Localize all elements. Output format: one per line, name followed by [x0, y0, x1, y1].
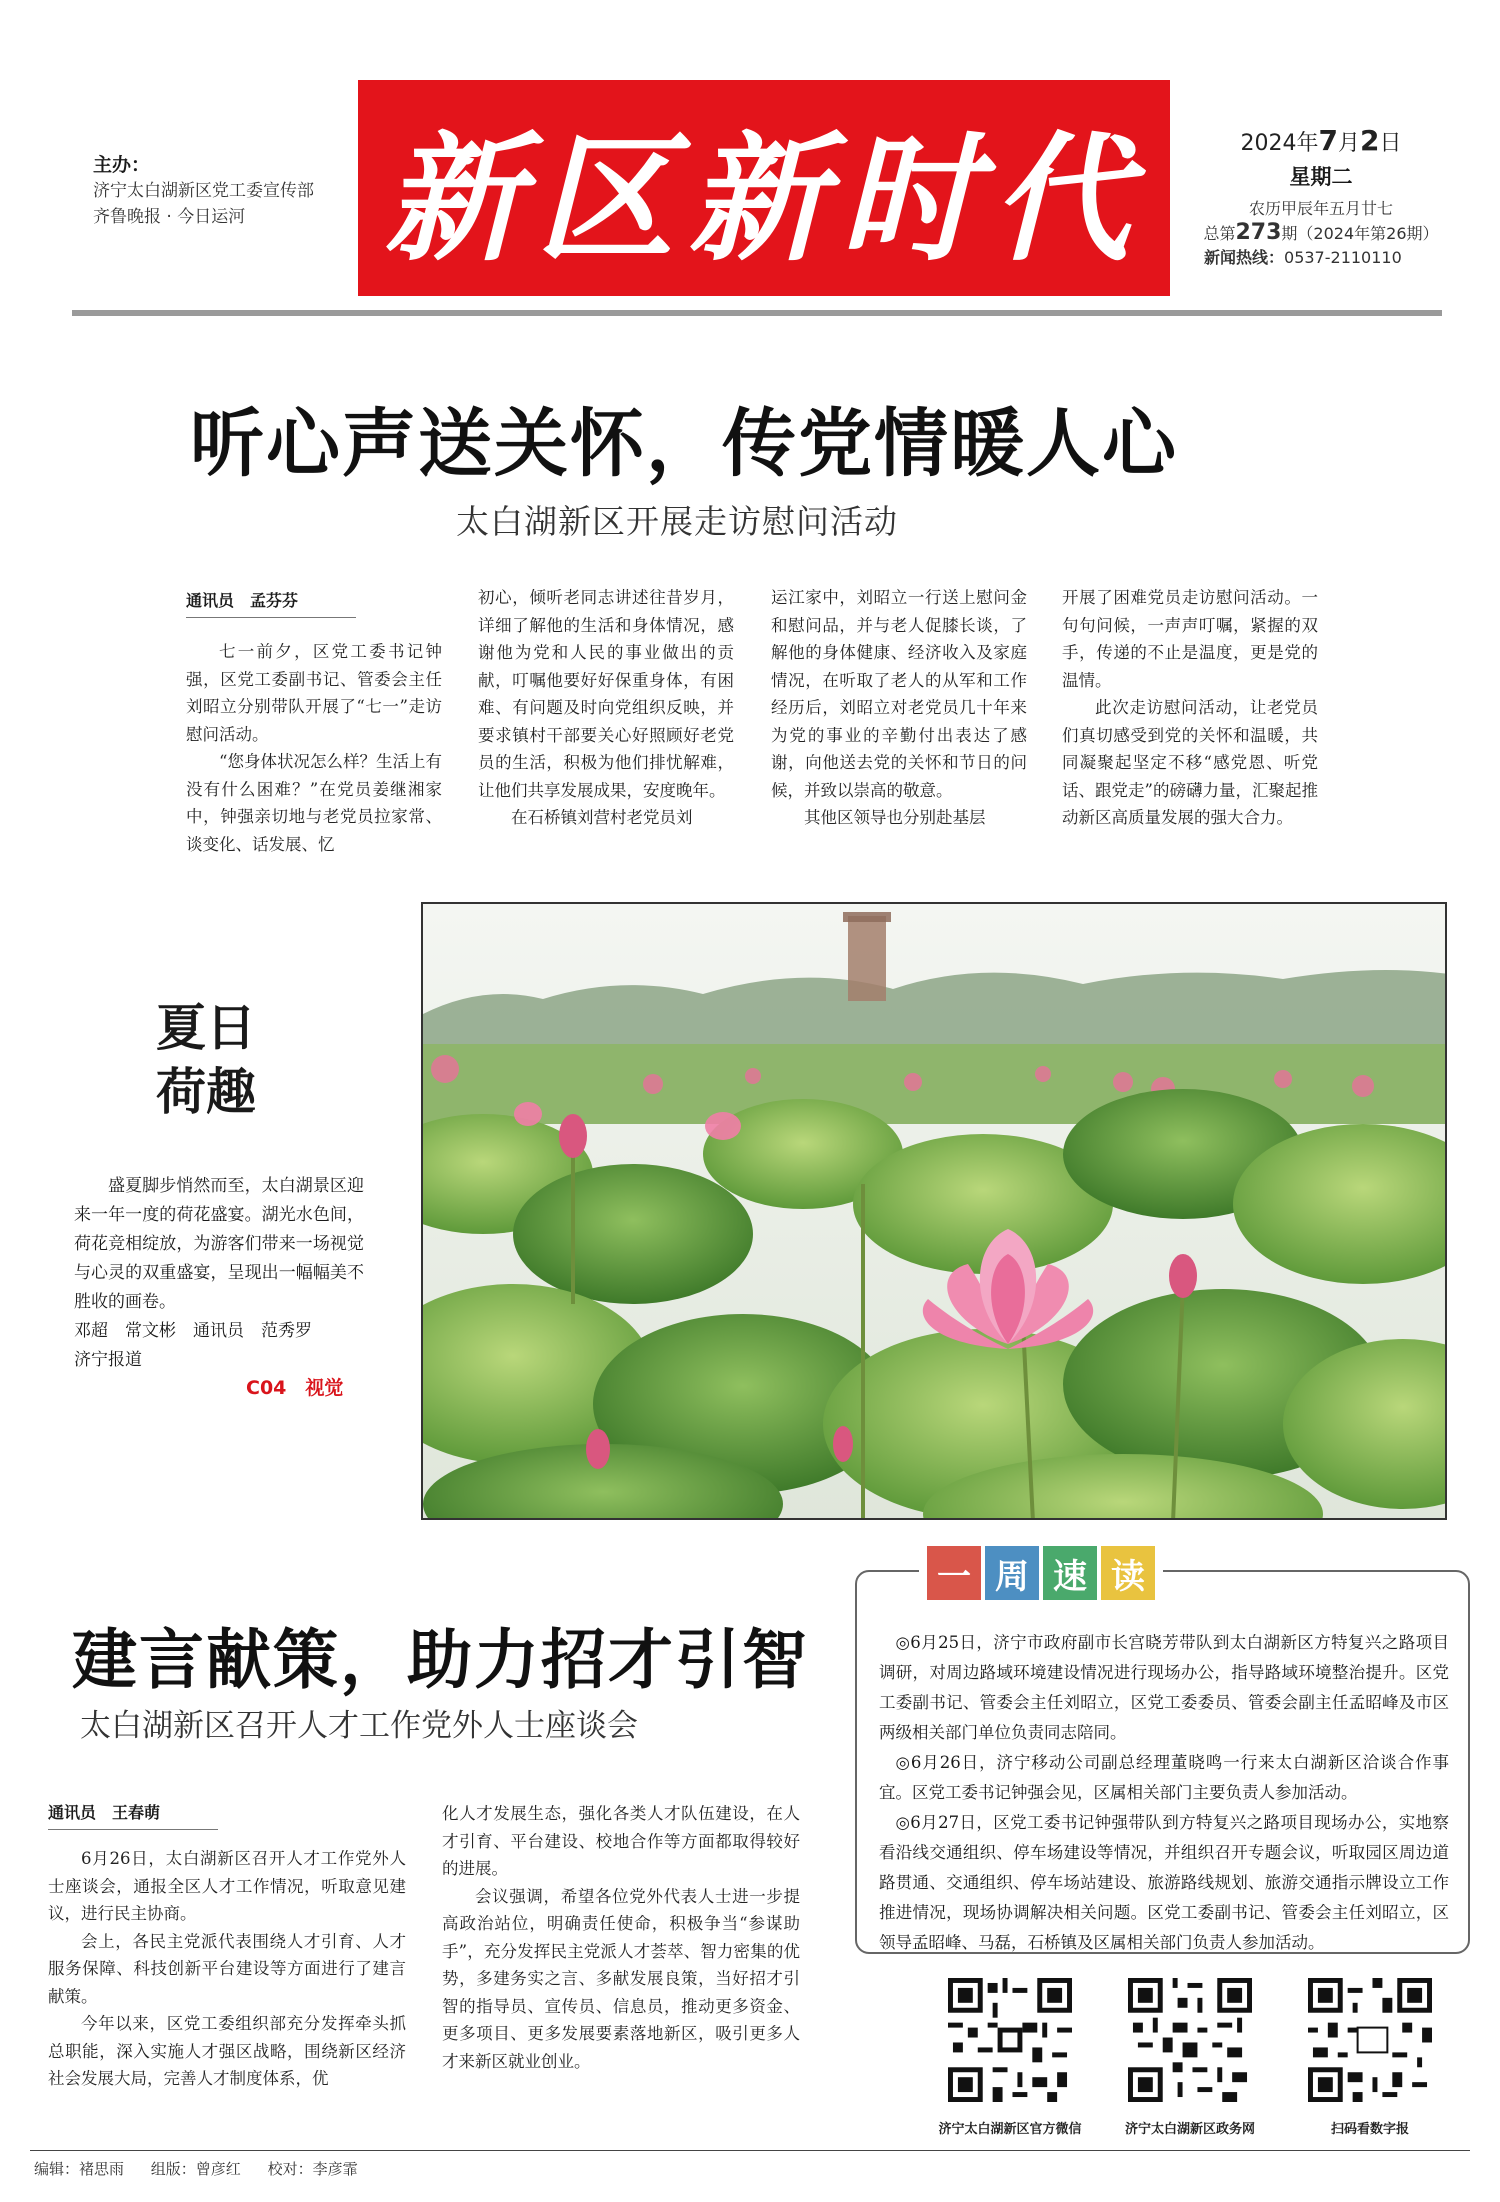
qr-code-icon	[948, 1978, 1072, 2102]
weekly-badge: 一 周 速 读	[919, 1546, 1163, 1600]
article2-headline: 建言献策，助力招才引智	[72, 1622, 810, 1698]
weekly-digest	[855, 1556, 1470, 1954]
article1-col2: 初心，倾听老同志讲述往昔岁月，详细了解他的生活和身体情况，感谢他为党和人民的事业做出的贡献，叮嘱他要好好保重身体，有困难、有问题及时向党组织反映，并要求镇村干部要关心好照顾好老党员的生活，积极为他们排忧解难，让他们共享发展成果，安度晚年。 在石桥镇刘营村老党员刘	[478, 588, 734, 827]
article1-col4: 开展了困难党员走访慰问活动。一句句问候，一声声叮嘱，紧握的双手，传递的不止是温度，更是党的温情。 此次走访慰问活动，让老党员们真切感受到党的关怀和温暖，共同凝聚起坚定不移“感党恩、听党话、跟党走”的磅礴力量，汇聚起推动新区高质量发展的强大合力。	[1062, 588, 1318, 827]
issue-number: 总第273期（2024年第26期）	[1203, 220, 1439, 245]
article1-col1: 七一前夕，区党工委书记钟强，区党工委副书记、管委会主任刘昭立分别带队开展了“七一”走访慰问活动。 “您身体状况怎么样？生活上有没有什么困难？”在党员姜继湘家中，钟强亲切地与老党员拉家常、谈变化、话发展、忆	[186, 642, 442, 854]
footer-proof: 校对：李彦霏	[267, 2160, 358, 2178]
host-info	[93, 178, 314, 230]
qr-label: 济宁太白湖新区政务网	[1124, 2122, 1255, 2137]
feature-text: 盛夏脚步悄然而至，太白湖景区迎来一年一度的荷花盛宴。湖光水色间，荷花竞相绽放，为游客们带来一场视觉与心灵的双重盛宴，呈现出一幅幅美不胜收的画卷。 邓超 常文彬 通讯员 范秀罗 济宁报道	[74, 1172, 364, 1375]
page-reference: C04 视觉	[246, 1377, 344, 1399]
issue-date: 2024年7月2日	[1240, 124, 1402, 157]
qr-gov-site[interactable]	[1110, 1978, 1270, 2137]
host-line: 齐鲁晚报 · 今日运河	[93, 207, 246, 227]
article1-subhead: 太白湖新区开展走访慰问活动	[456, 502, 898, 541]
hotline: 新闻热线：0537-2110110	[1204, 248, 1402, 267]
feature-credit: 邓超 常文彬 通讯员 范秀罗	[74, 1321, 312, 1341]
qr-wechat[interactable]	[930, 1978, 1090, 2137]
qr-digital-paper[interactable]	[1290, 1978, 1450, 2137]
weekly-item: ◎6月26日，济宁移动公司副总经理董晓鸣一行来太白湖新区洽谈合作事宜。区党工委书记钟强会见，区属相关部门主要负责人参加活动。	[879, 1753, 1449, 1802]
article2-subhead: 太白湖新区召开人才工作党外人士座谈会	[80, 1708, 638, 1744]
weekly-item: ◎6月25日，济宁市政府副市长宫晓芳带队到太白湖新区方特复兴之路项目调研，对周边路域环境建设情况进行现场办公，指导路域环境整治提升。区党工委副书记、管委会主任刘昭立，区党工委委员、管委会副主任孟昭峰及市区两级相关部门单位负责同志陪同。	[879, 1633, 1449, 1742]
article2-byline: 通讯员 王春萌	[48, 1800, 218, 1830]
masthead-logo	[358, 80, 1170, 296]
article2-col2: 化人才发展生态，强化各类人才队伍建设，在人才引育、平台建设、校地合作等方面都取得较好的进展。 会议强调，希望各位党外代表人士进一步提高政治站位，明确责任使命，积极争当“参谋助手”，充分发挥民主党派人才荟萃、智力密集的优势，多建务实之言、多献发展良策，当好招才引智的指导员、宣传员、信息员，推动更多资金、更多项目、更多发展要素落地新区，吸引更多人才来新区就业创业。	[442, 1804, 800, 2071]
footer-editor: 编辑：褚思雨	[34, 2160, 125, 2178]
feature-title: 夏日 荷趣	[156, 998, 256, 1121]
article2-col1: 6月26日，太白湖新区召开人才工作党外人士座谈会，通报全区人才工作情况，听取意见建议，进行民主协商。 会上，各民主党派代表围绕人才引育、人才服务保障、科技创新平台建设等方面进行了建言献策。 今年以来，区党工委组织部充分发挥牵头抓总职能，深入实施人才强区战略，围绕新区经济社会发展大局，完善人才制度体系，优	[48, 1849, 406, 2088]
masthead-title: 新区新时代	[383, 117, 1144, 280]
host-line: 济宁太白湖新区党工委宣传部	[93, 181, 314, 201]
qr-code-icon	[1128, 1978, 1252, 2102]
weekly-items	[879, 1628, 1449, 1958]
qr-code-icon	[1308, 1978, 1432, 2102]
masthead-divider	[72, 310, 1442, 316]
host-label: 主办：	[93, 154, 151, 176]
footer-credits	[34, 2158, 380, 2179]
weekday: 星期二	[1289, 165, 1353, 189]
feature-credit: 济宁报道	[74, 1350, 142, 1370]
footer-layout: 组版：曾彦红	[150, 2160, 241, 2178]
qr-label: 扫码看数字报	[1330, 2122, 1409, 2137]
qr-label: 济宁太白湖新区官方微信	[938, 2122, 1082, 2137]
article1-headline: 听心声送关怀，传党情暖人心	[190, 401, 1178, 487]
article1-byline: 通讯员 孟芬芬	[186, 588, 356, 618]
article1-col3: 运江家中，刘昭立一行送上慰问金和慰问品，并与老人促膝长谈，了解他的身体健康、经济收入及家庭情况，在听取了老人的从军和工作经历后，刘昭立对老党员几十年来为党的事业的辛勤付出表达了感谢，向他送去党的关怀和节日的问候，并致以崇高的敬意。 其他区领导也分别赴基层	[771, 588, 1027, 827]
footer-divider	[30, 2150, 1470, 2151]
lunar-date: 农历甲辰年五月廿七	[1248, 199, 1393, 218]
weekly-item: ◎6月27日，区党工委书记钟强带队到方特复兴之路项目现场办公，实地察看沿线交通组织、停车场建设等情况，并组织召开专题会议，听取园区周边道路贯通、交通组织、停车场站建设、旅游路线规划、旅游交通指示牌设立工作推进情况，现场协调解决相关问题。区党工委副书记、管委会主任刘昭立，区领导孟昭峰、马磊，石桥镇及区属相关部门负责人参加活动。	[879, 1813, 1449, 1952]
lotus-illustration	[423, 904, 1447, 1520]
lotus-photo	[421, 902, 1447, 1520]
date-block	[1196, 124, 1446, 270]
